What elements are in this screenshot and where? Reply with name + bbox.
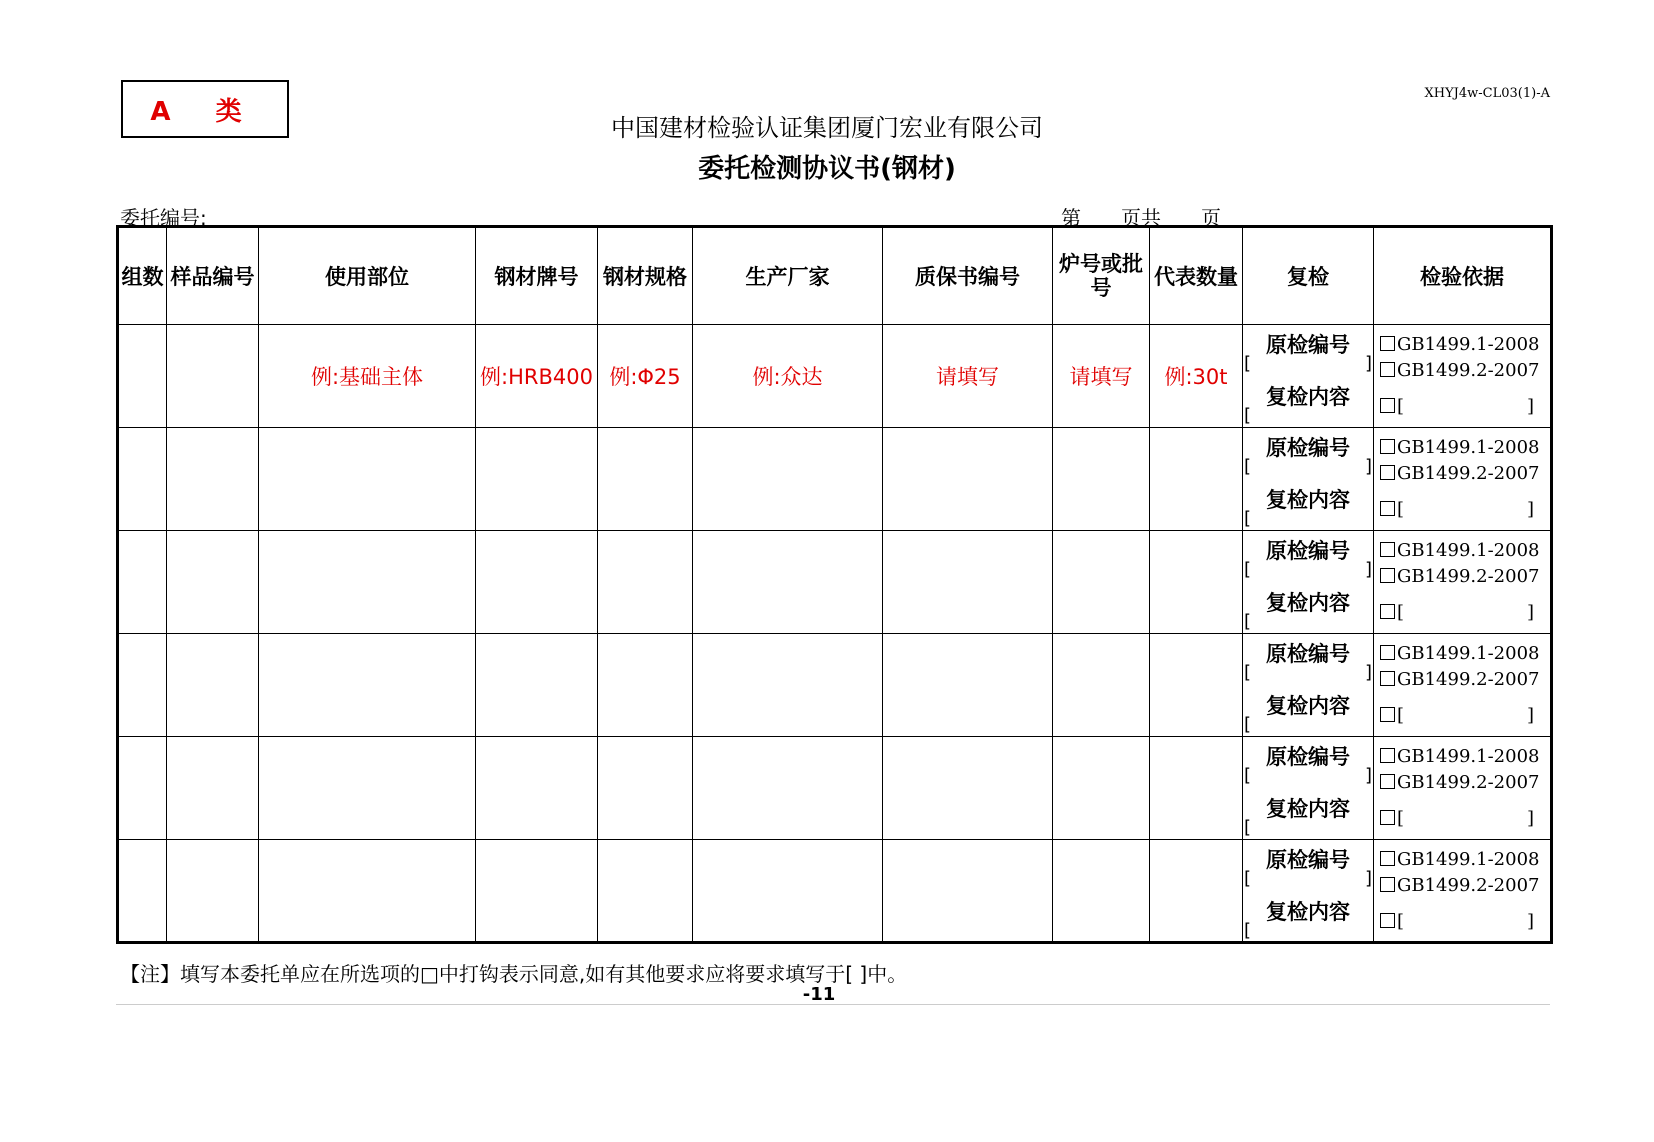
- checkbox-icon[interactable]: [1380, 913, 1395, 928]
- checkbox-icon[interactable]: [1380, 604, 1395, 619]
- cell-basis: [1374, 428, 1552, 531]
- cell-manufacturer[interactable]: [693, 634, 883, 737]
- table-row: [118, 840, 1552, 943]
- basis-option-other[interactable]: [ ]: [1380, 600, 1550, 626]
- cell-manufacturer[interactable]: [693, 531, 883, 634]
- cell-batch-no[interactable]: [1053, 531, 1150, 634]
- cell-group[interactable]: [118, 737, 167, 840]
- checkbox-icon[interactable]: [1380, 336, 1395, 351]
- cell-cert-no[interactable]: [883, 531, 1053, 634]
- page-suffix: 页: [1201, 206, 1221, 230]
- bracket-close: ]: [1364, 765, 1372, 786]
- recheck-content-label: 复检内容: [1266, 591, 1350, 615]
- original-number-label: 原检编号: [1266, 642, 1350, 666]
- checkbox-icon[interactable]: [1380, 568, 1395, 583]
- bracket-open: [: [1244, 611, 1252, 632]
- cell-basis: [1374, 325, 1552, 428]
- cell-basis: [1374, 737, 1552, 840]
- header-cell: 钢材规格: [598, 227, 693, 325]
- table-row: [118, 634, 1552, 737]
- cell-spec[interactable]: [598, 531, 693, 634]
- cell-group[interactable]: [118, 325, 167, 428]
- header-cell: 炉号或批号: [1053, 227, 1150, 325]
- basis-option-2[interactable]: GB1499.2-2007: [1380, 667, 1550, 693]
- cell-basis: [1374, 634, 1552, 737]
- cell-sample-no[interactable]: [167, 428, 259, 531]
- company-name: 中国建材检验认证集团厦门宏业有限公司: [611, 114, 1043, 142]
- cell-spec[interactable]: [598, 634, 693, 737]
- cell-recheck[interactable]: [1243, 737, 1374, 840]
- bracket-open: [: [1244, 765, 1252, 786]
- basis-option-other[interactable]: [ ]: [1380, 806, 1550, 832]
- recheck-content-label: 复检内容: [1266, 488, 1350, 512]
- basis-option-2[interactable]: GB1499.2-2007: [1380, 461, 1550, 487]
- bracket-close: ]: [1364, 559, 1372, 580]
- checkbox-icon[interactable]: [1380, 671, 1395, 686]
- basis-option-1[interactable]: GB1499.1-2008: [1380, 641, 1550, 667]
- basis-option-1[interactable]: GB1499.1-2008: [1380, 744, 1550, 770]
- checkbox-icon[interactable]: [1380, 501, 1395, 516]
- checkbox-icon[interactable]: [1380, 645, 1395, 660]
- cell-quantity[interactable]: [1150, 634, 1243, 737]
- basis-option-1[interactable]: GB1499.1-2008: [1380, 847, 1550, 873]
- cell-grade[interactable]: [476, 634, 598, 737]
- table-row: [118, 325, 1552, 428]
- table-row: [118, 531, 1552, 634]
- cell-grade[interactable]: [476, 428, 598, 531]
- cell-group[interactable]: [118, 634, 167, 737]
- cell-batch-no[interactable]: [1053, 840, 1150, 943]
- cell-use-location[interactable]: [259, 634, 476, 737]
- basis-option-1[interactable]: GB1499.1-2008: [1380, 538, 1550, 564]
- cell-recheck[interactable]: [1243, 428, 1374, 531]
- header-cell: 代表数量: [1150, 227, 1243, 325]
- bracket-open: [: [1244, 920, 1252, 941]
- recheck-content-label: 复检内容: [1266, 694, 1350, 718]
- checkbox-icon[interactable]: [1380, 707, 1395, 722]
- original-number-label: 原检编号: [1266, 745, 1350, 769]
- header-cell: 质保书编号: [883, 227, 1053, 325]
- basis-option-other[interactable]: [ ]: [1380, 703, 1550, 729]
- bracket-close: ]: [1364, 868, 1372, 889]
- cell-sample-no[interactable]: [167, 634, 259, 737]
- cell-group[interactable]: [118, 840, 167, 943]
- table-row: [118, 737, 1552, 840]
- cell-batch-no[interactable]: 请填写: [1053, 325, 1150, 428]
- basis-option-other[interactable]: [ ]: [1380, 909, 1550, 935]
- cell-manufacturer[interactable]: [693, 428, 883, 531]
- original-number-label: 原检编号: [1266, 848, 1350, 872]
- table-header-row: [118, 227, 1552, 325]
- cell-spec[interactable]: [598, 840, 693, 943]
- cell-quantity[interactable]: [1150, 737, 1243, 840]
- checkbox-icon[interactable]: [1380, 465, 1395, 480]
- checkbox-icon[interactable]: [1380, 810, 1395, 825]
- basis-option-2[interactable]: GB1499.2-2007: [1380, 564, 1550, 590]
- basis-option-2[interactable]: GB1499.2-2007: [1380, 358, 1550, 384]
- footnote: 【注】填写本委托单应在所选项的□中打钩表示同意,如有其他要求应将要求填写于[ ]中。: [120, 962, 908, 986]
- basis-option-1[interactable]: GB1499.1-2008: [1380, 332, 1550, 358]
- basis-option-2[interactable]: GB1499.2-2007: [1380, 873, 1550, 899]
- cell-group[interactable]: [118, 428, 167, 531]
- checkbox-icon[interactable]: [1380, 439, 1395, 454]
- cell-cert-no[interactable]: [883, 737, 1053, 840]
- bracket-open: [: [1244, 508, 1252, 529]
- header-cell: 生产厂家: [693, 227, 883, 325]
- cell-recheck[interactable]: [1243, 531, 1374, 634]
- cell-basis: [1374, 531, 1552, 634]
- page-prefix: 第: [1061, 206, 1081, 230]
- cell-quantity[interactable]: [1150, 428, 1243, 531]
- cell-batch-no[interactable]: [1053, 737, 1150, 840]
- cell-spec[interactable]: 例:Φ25: [598, 325, 693, 428]
- header-cell: 钢材牌号: [476, 227, 598, 325]
- basis-option-other[interactable]: [ ]: [1380, 497, 1550, 523]
- page-divider: [116, 1004, 1550, 1005]
- checkbox-icon[interactable]: [1380, 362, 1395, 377]
- checkbox-icon[interactable]: [1380, 877, 1395, 892]
- cell-batch-no[interactable]: [1053, 634, 1150, 737]
- cell-use-location[interactable]: [259, 428, 476, 531]
- basis-option-2[interactable]: GB1499.2-2007: [1380, 770, 1550, 796]
- cell-quantity[interactable]: [1150, 531, 1243, 634]
- cell-cert-no[interactable]: [883, 428, 1053, 531]
- cell-spec[interactable]: [598, 428, 693, 531]
- recheck-content-label: 复检内容: [1266, 385, 1350, 409]
- cell-batch-no[interactable]: [1053, 428, 1150, 531]
- cell-recheck[interactable]: [1243, 325, 1374, 428]
- cell-sample-no[interactable]: [167, 531, 259, 634]
- cell-recheck[interactable]: [1243, 840, 1374, 943]
- cell-group[interactable]: [118, 531, 167, 634]
- cell-manufacturer[interactable]: [693, 737, 883, 840]
- cell-cert-no[interactable]: [883, 840, 1053, 943]
- cell-use-location[interactable]: 例:基础主体: [259, 325, 476, 428]
- original-number-label: 原检编号: [1266, 539, 1350, 563]
- cell-sample-no[interactable]: [167, 325, 259, 428]
- cell-basis: [1374, 840, 1552, 943]
- bracket-close: ]: [1364, 662, 1372, 683]
- recheck-content-label: 复检内容: [1266, 900, 1350, 924]
- cell-use-location[interactable]: [259, 737, 476, 840]
- original-number-label: 原检编号: [1266, 436, 1350, 460]
- cell-grade[interactable]: [476, 531, 598, 634]
- recheck-content-label: 复检内容: [1266, 797, 1350, 821]
- cell-grade[interactable]: 例:HRB400: [476, 325, 598, 428]
- cell-cert-no[interactable]: 请填写: [883, 325, 1053, 428]
- entrust-number-label: 委托编号:: [120, 206, 207, 230]
- bracket-open: [: [1244, 353, 1252, 374]
- cell-cert-no[interactable]: [883, 634, 1053, 737]
- cell-quantity[interactable]: [1150, 840, 1243, 943]
- cell-recheck[interactable]: [1243, 634, 1374, 737]
- page-title: 委托检测协议书(钢材): [698, 154, 956, 184]
- bracket-open: [: [1244, 662, 1252, 683]
- cell-manufacturer[interactable]: [693, 840, 883, 943]
- checkbox-icon[interactable]: [1380, 748, 1395, 763]
- header-cell: 使用部位: [259, 227, 476, 325]
- bracket-open: [: [1244, 817, 1252, 838]
- checkbox-icon[interactable]: [1380, 398, 1395, 413]
- original-number-label: 原检编号: [1266, 333, 1350, 357]
- bracket-open: [: [1244, 714, 1252, 735]
- page-mid: 页共: [1121, 206, 1161, 230]
- header-cell: 检验依据: [1374, 227, 1552, 325]
- cell-manufacturer[interactable]: 例:众达: [693, 325, 883, 428]
- cell-quantity[interactable]: 例:30t: [1150, 325, 1243, 428]
- basis-option-other[interactable]: [ ]: [1380, 394, 1550, 420]
- bracket-close: ]: [1364, 456, 1372, 477]
- cell-spec[interactable]: [598, 737, 693, 840]
- basis-option-1[interactable]: GB1499.1-2008: [1380, 435, 1550, 461]
- document-code: XHYJ4w-CL03(1)-A: [1424, 86, 1550, 101]
- bracket-close: ]: [1364, 353, 1372, 374]
- header-cell: 组数: [118, 227, 167, 325]
- bracket-open: [: [1244, 405, 1252, 426]
- bracket-open: [: [1244, 456, 1252, 477]
- category-badge: A 类: [121, 80, 289, 138]
- checkbox-icon[interactable]: [1380, 542, 1395, 557]
- page-number: -11: [802, 984, 836, 1005]
- cell-use-location[interactable]: [259, 840, 476, 943]
- checkbox-icon[interactable]: [1380, 774, 1395, 789]
- cell-grade[interactable]: [476, 840, 598, 943]
- header-cell: 样品编号: [167, 227, 259, 325]
- inspection-table: [116, 225, 1553, 944]
- cell-grade[interactable]: [476, 737, 598, 840]
- bracket-open: [: [1244, 559, 1252, 580]
- checkbox-icon[interactable]: [1380, 851, 1395, 866]
- header-cell: 复检: [1243, 227, 1374, 325]
- table-row: [118, 428, 1552, 531]
- cell-sample-no[interactable]: [167, 840, 259, 943]
- cell-sample-no[interactable]: [167, 737, 259, 840]
- bracket-open: [: [1244, 868, 1252, 889]
- cell-use-location[interactable]: [259, 531, 476, 634]
